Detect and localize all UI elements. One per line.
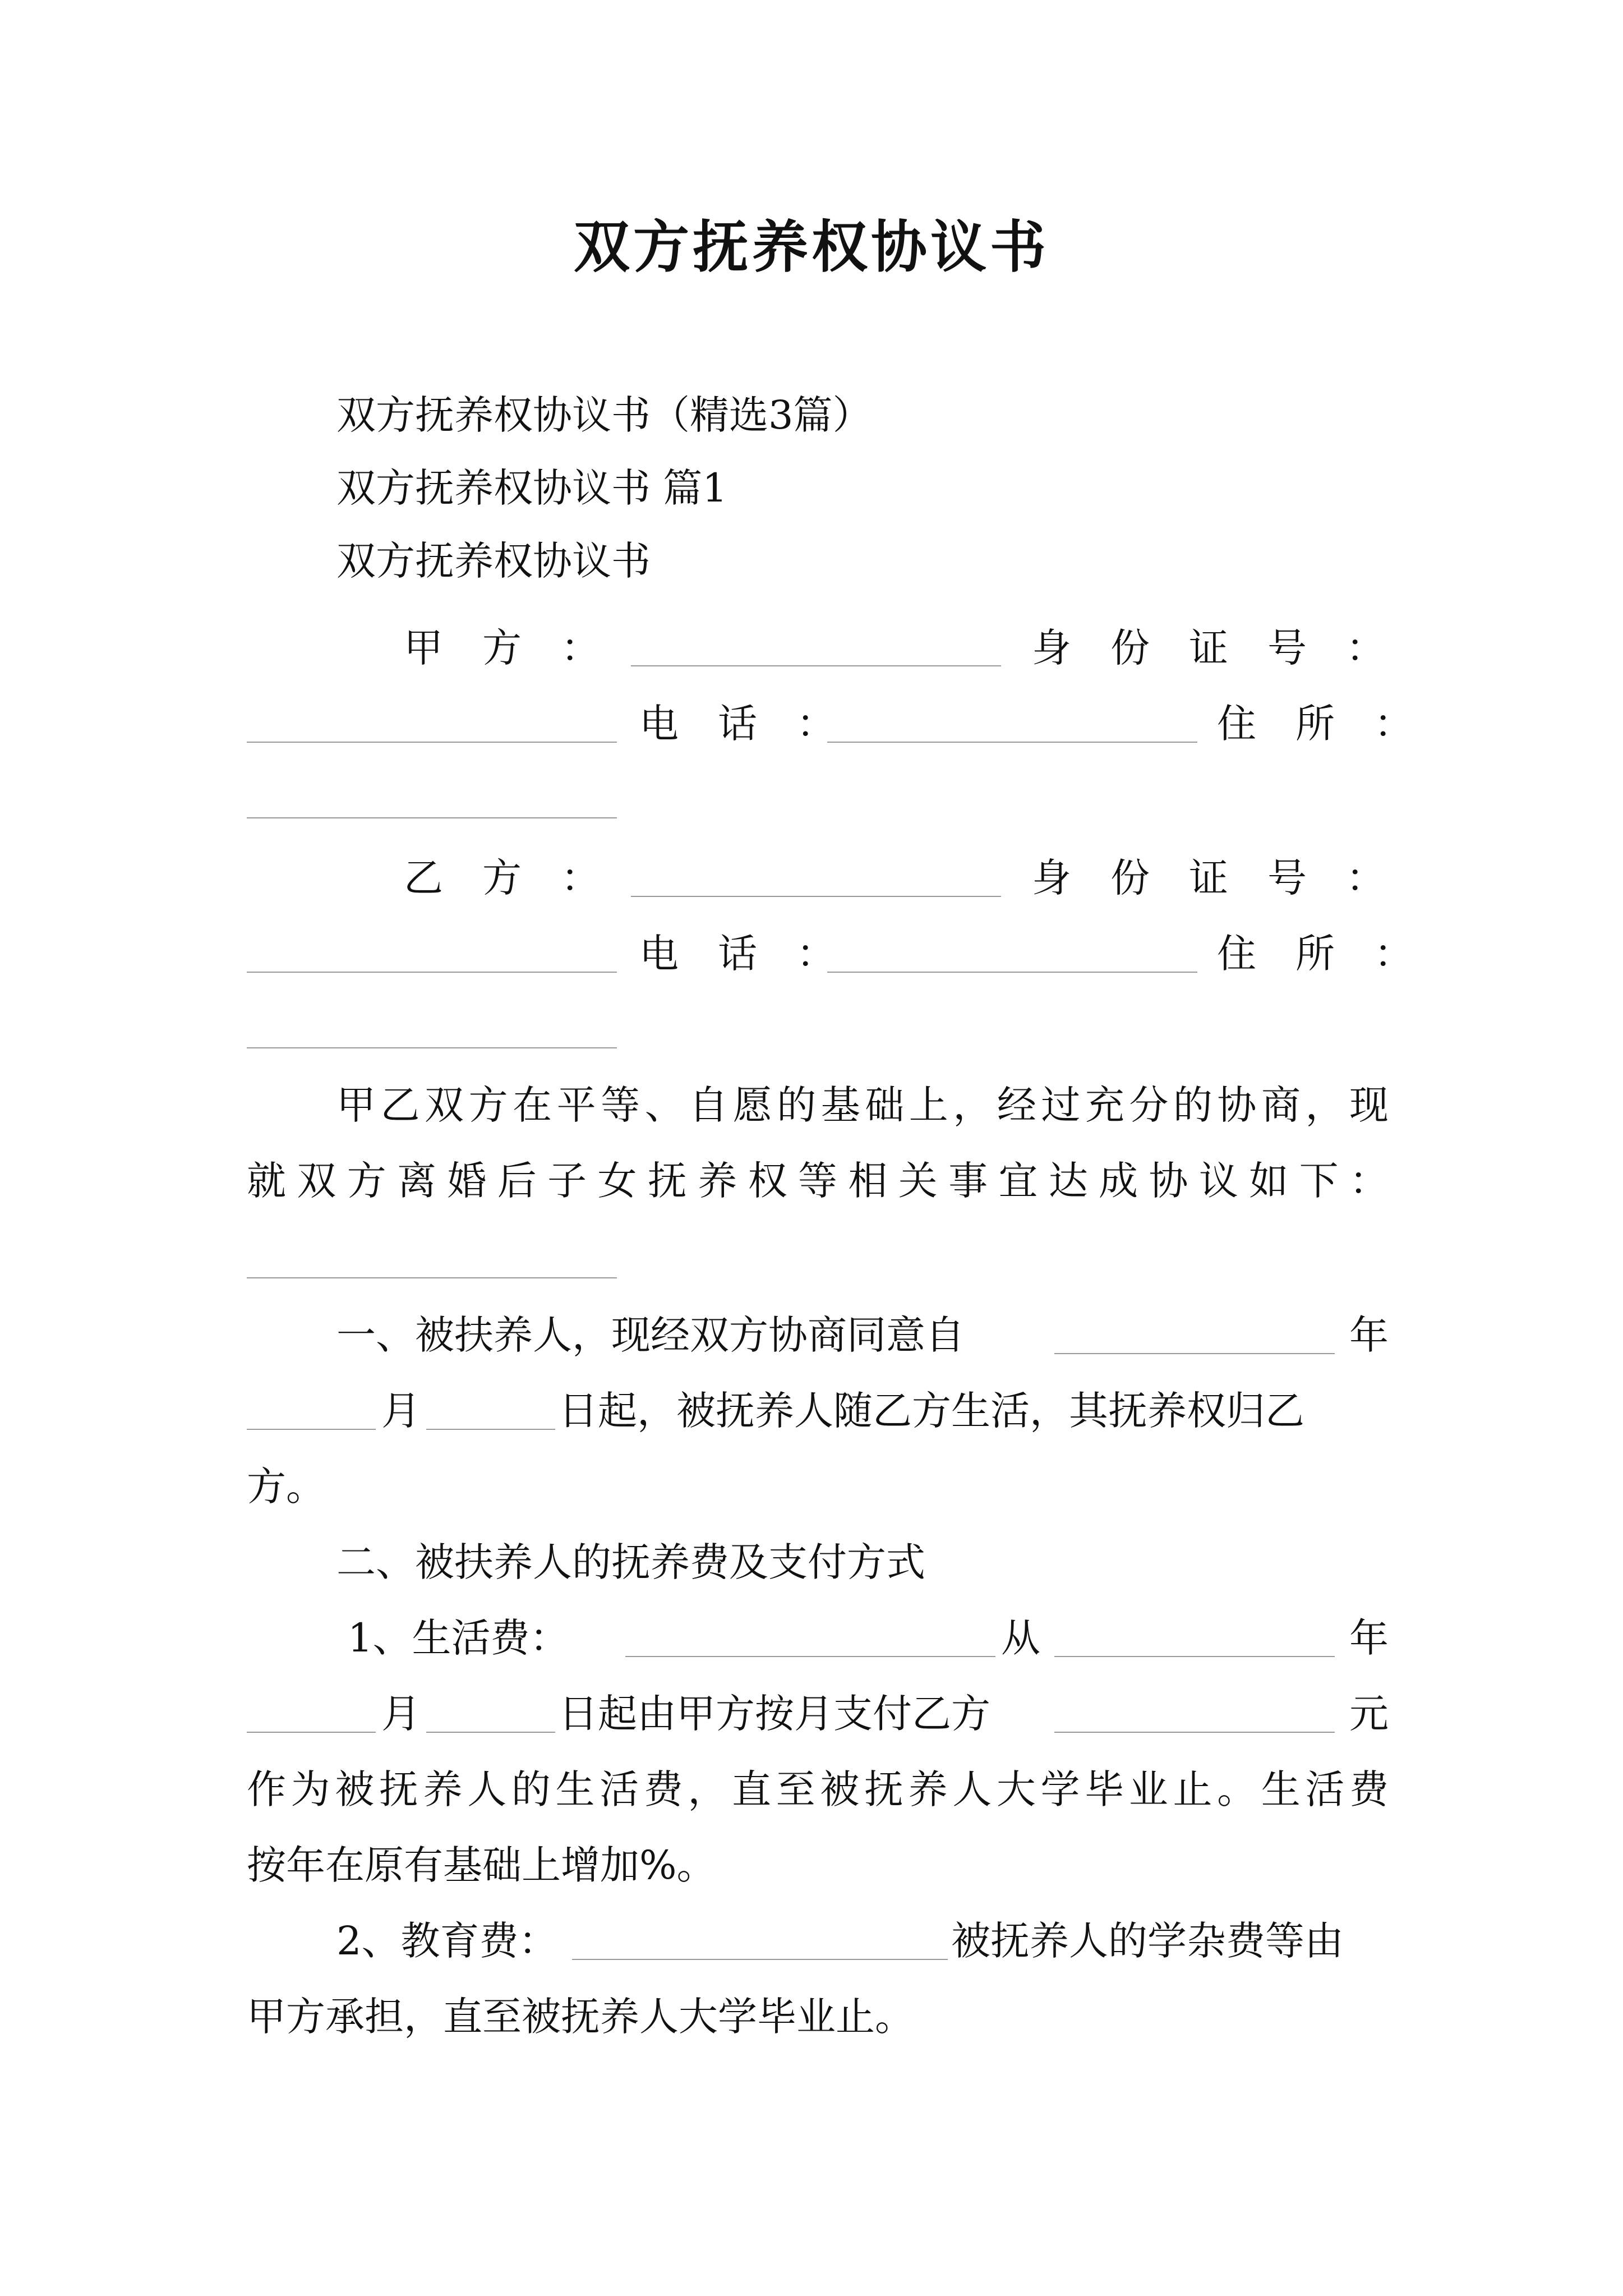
living-line-4: 按年在原有基础上增加%。	[247, 1842, 716, 1888]
living-yuan-label: 元	[1349, 1691, 1389, 1737]
item-1-year-label: 年	[1349, 1312, 1389, 1358]
living-expense-label: 1、生活费：	[348, 1615, 569, 1661]
party-a-name-blank[interactable]	[631, 665, 1001, 666]
item-1-line-3: 方。	[247, 1464, 325, 1510]
living-amount-blank[interactable]	[1054, 1732, 1335, 1733]
item-1-year-blank[interactable]	[1054, 1353, 1335, 1354]
party-a-id-label: 身 份 证 号 ：	[1032, 625, 1385, 671]
subtitle: 双方抚养权协议书（精选3篇）	[336, 392, 872, 438]
party-a-address-blank[interactable]	[247, 817, 617, 818]
party-b-address-blank[interactable]	[247, 1047, 617, 1048]
intro-line-2: 就双方离婚后子女抚养权等相关事宜达成协议如下：	[247, 1158, 1389, 1204]
living-month-label: 月	[381, 1691, 421, 1737]
party-a-id-blank[interactable]	[247, 742, 617, 743]
agreement-heading: 双方抚养权协议书	[336, 538, 651, 584]
party-b-name-blank[interactable]	[631, 896, 1001, 897]
item-1-day-blank[interactable]	[426, 1429, 555, 1430]
living-month-blank[interactable]	[247, 1732, 376, 1733]
item-1-month-label: 月	[381, 1388, 421, 1434]
party-b-address-label: 住 所 ：	[1217, 931, 1413, 977]
living-year-label: 年	[1349, 1615, 1389, 1661]
party-a-phone-blank[interactable]	[827, 742, 1197, 743]
living-year-blank[interactable]	[1054, 1656, 1335, 1657]
education-fee-label: 2、教育费：	[336, 1918, 558, 1964]
party-a-phone-label: 电 话 ：	[639, 701, 836, 747]
living-from-label: 从	[1001, 1615, 1040, 1661]
party-b-label: 乙 方 ：	[404, 855, 600, 901]
intro-line-1: 甲乙双方在平等、自愿的基础上，经过充分的协商，现	[336, 1082, 1389, 1128]
living-text-2: 日起由甲方按月支付乙方	[559, 1691, 990, 1737]
item-1-text-2: 日起，被抚养人随乙方生活，其抚养权归乙	[559, 1388, 1304, 1434]
intro-blank[interactable]	[247, 1277, 617, 1278]
party-b-phone-blank[interactable]	[827, 972, 1197, 973]
party-a-address-label: 住 所 ：	[1217, 701, 1413, 747]
party-a-label: 甲 方 ：	[404, 625, 600, 671]
living-expense-blank[interactable]	[625, 1656, 995, 1657]
item-1-text: 一、被扶养人，现经双方协商同意自	[336, 1312, 965, 1358]
section-heading: 双方抚养权协议书 篇1	[336, 465, 727, 511]
party-b-id-label: 身 份 证 号 ：	[1032, 855, 1385, 901]
party-b-id-blank[interactable]	[247, 972, 617, 973]
living-line-3: 作为被抚养人的生活费，直至被抚养人大学毕业止。生活费	[247, 1766, 1389, 1812]
living-day-blank[interactable]	[426, 1732, 555, 1733]
item-1-month-blank[interactable]	[247, 1429, 376, 1430]
party-b-phone-label: 电 话 ：	[639, 931, 836, 977]
item-2-heading: 二、被扶养人的抚养费及支付方式	[336, 1539, 925, 1585]
education-fee-blank[interactable]	[572, 1959, 948, 1960]
education-line-2: 甲方承担，直至被抚养人大学毕业止。	[247, 1994, 914, 2040]
page-title: 双方抚养权协议书	[574, 214, 1049, 280]
education-text: 被抚养人的学杂费等由	[951, 1918, 1344, 1964]
